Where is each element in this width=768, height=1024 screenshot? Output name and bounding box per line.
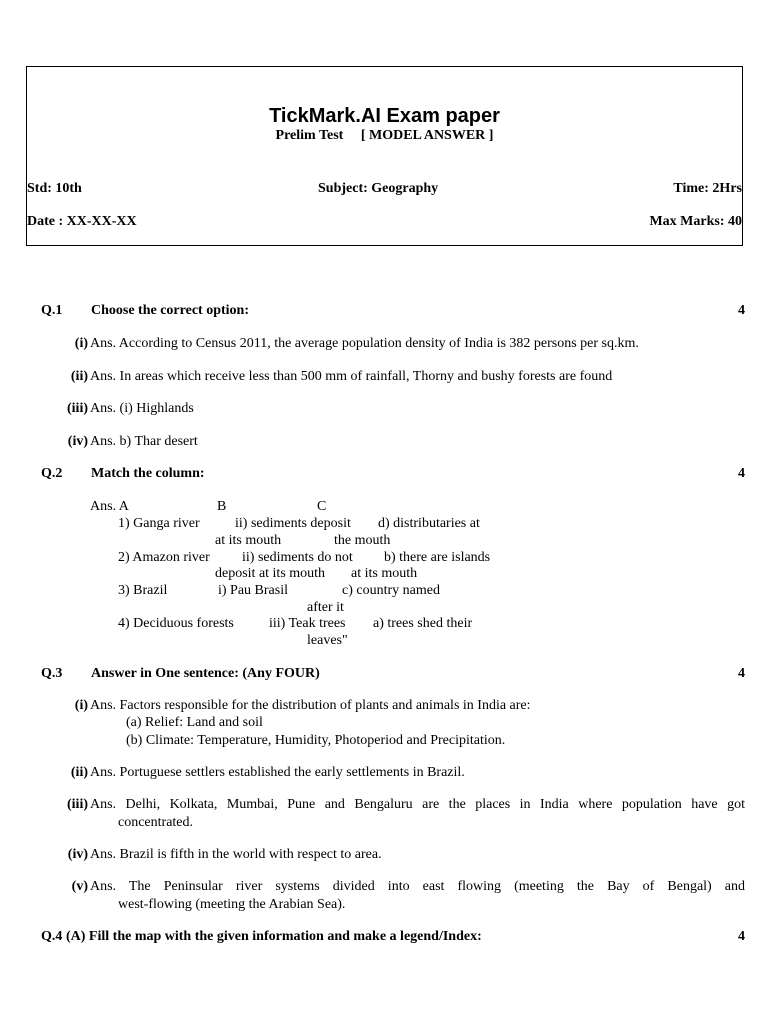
answer-text: Ans. The Peninsular river systems divided into east flowing (meeting the Bay of Bengal) and	[90, 879, 745, 894]
match-col-b: iii) Teak trees	[269, 616, 346, 631]
date-label: Date : XX-XX-XX	[27, 214, 137, 229]
answer-text: (b) Climate: Temperature, Humidity, Photoperiod and Precipitation.	[126, 733, 506, 748]
answer-text: Ans. Portuguese settlers established the early settlements in Brazil.	[90, 765, 465, 780]
match-col-c: at its mouth	[351, 566, 418, 581]
item-label: (i)	[74, 698, 88, 713]
std-label: Std: 10th	[27, 181, 82, 196]
match-col-c: c) country named	[342, 583, 440, 598]
match-col-b: ii) sediments do not	[242, 550, 353, 565]
answer-text: (a) Relief: Land and soil	[126, 715, 263, 730]
item-label: (ii)	[70, 765, 88, 780]
match-column-a-header: Ans. A	[90, 499, 129, 514]
answer-text: Ans. Factors responsible for the distribution of plants and animals in India are:	[90, 698, 531, 713]
question-number: Q.2	[41, 466, 63, 481]
match-col-c: b) there are islands	[384, 550, 491, 565]
answer-text: concentrated.	[118, 815, 194, 830]
page-subtitle: Prelim Test [ MODEL ANSWER ]	[275, 128, 494, 143]
question-number: Q.3	[41, 666, 63, 681]
answer-text: Ans. b) Thar desert	[90, 434, 198, 449]
item-label: (iii)	[67, 401, 88, 416]
question-number: Q.1	[41, 303, 63, 318]
question-marks: 4	[738, 929, 745, 944]
answer-text: Ans. According to Census 2011, the average population density of India is 382 persons per sq.km.	[90, 336, 639, 351]
match-column-b-header: B	[217, 499, 227, 514]
item-label: (iv)	[67, 434, 88, 449]
match-col-a: 2) Amazon river	[118, 550, 210, 565]
question-marks: 4	[738, 666, 745, 681]
match-col-b: ii) sediments deposit	[235, 516, 351, 531]
item-label: (ii)	[70, 369, 88, 384]
page-title: TickMark.AI Exam paper	[269, 105, 500, 127]
match-col-c: the mouth	[334, 533, 391, 548]
answer-text: Ans. Delhi, Kolkata, Mumbai, Pune and Bengaluru are the places in India where population have got	[90, 797, 745, 812]
answer-text: west-flowing (meeting the Arabian Sea).	[118, 897, 346, 912]
subject-label: Subject: Geography	[318, 181, 439, 196]
match-col-a: 1) Ganga river	[118, 516, 200, 531]
match-col-c: d) distributaries at	[378, 516, 480, 531]
question-title: (A) Fill the map with the given information and make a legend/Index:	[66, 929, 482, 944]
match-col-a: 3) Brazil	[118, 583, 168, 598]
item-label: (i)	[74, 336, 88, 351]
match-col-b: at its mouth	[215, 533, 282, 548]
match-col-c: after it	[307, 600, 344, 615]
match-col-b: deposit at its mouth	[215, 566, 326, 581]
question-marks: 4	[738, 303, 745, 318]
match-col-a: 4) Deciduous forests	[118, 616, 234, 631]
answer-text: Ans. Brazil is fifth in the world with respect to area.	[90, 847, 382, 862]
match-col-c: a) trees shed their	[373, 616, 473, 631]
question-marks: 4	[738, 466, 745, 481]
item-label: (iv)	[67, 847, 88, 862]
match-col-b: i) Pau Brasil	[218, 583, 288, 598]
answer-text: Ans. (i) Highlands	[90, 401, 194, 416]
question-title: Choose the correct option:	[91, 303, 249, 318]
time-label: Time: 2Hrs	[673, 181, 742, 196]
item-label: (iii)	[67, 797, 88, 812]
question-title: Match the column:	[91, 466, 205, 481]
question-title: Answer in One sentence: (Any FOUR)	[91, 666, 320, 681]
match-column-c-header: C	[317, 499, 327, 514]
item-label: (v)	[71, 879, 88, 894]
max-marks-label: Max Marks: 40	[649, 214, 742, 229]
answer-text: Ans. In areas which receive less than 500 mm of rainfall, Thorny and bushy forests are found	[90, 369, 613, 384]
match-col-c: leaves"	[307, 633, 348, 648]
question-number: Q.4	[41, 929, 63, 944]
